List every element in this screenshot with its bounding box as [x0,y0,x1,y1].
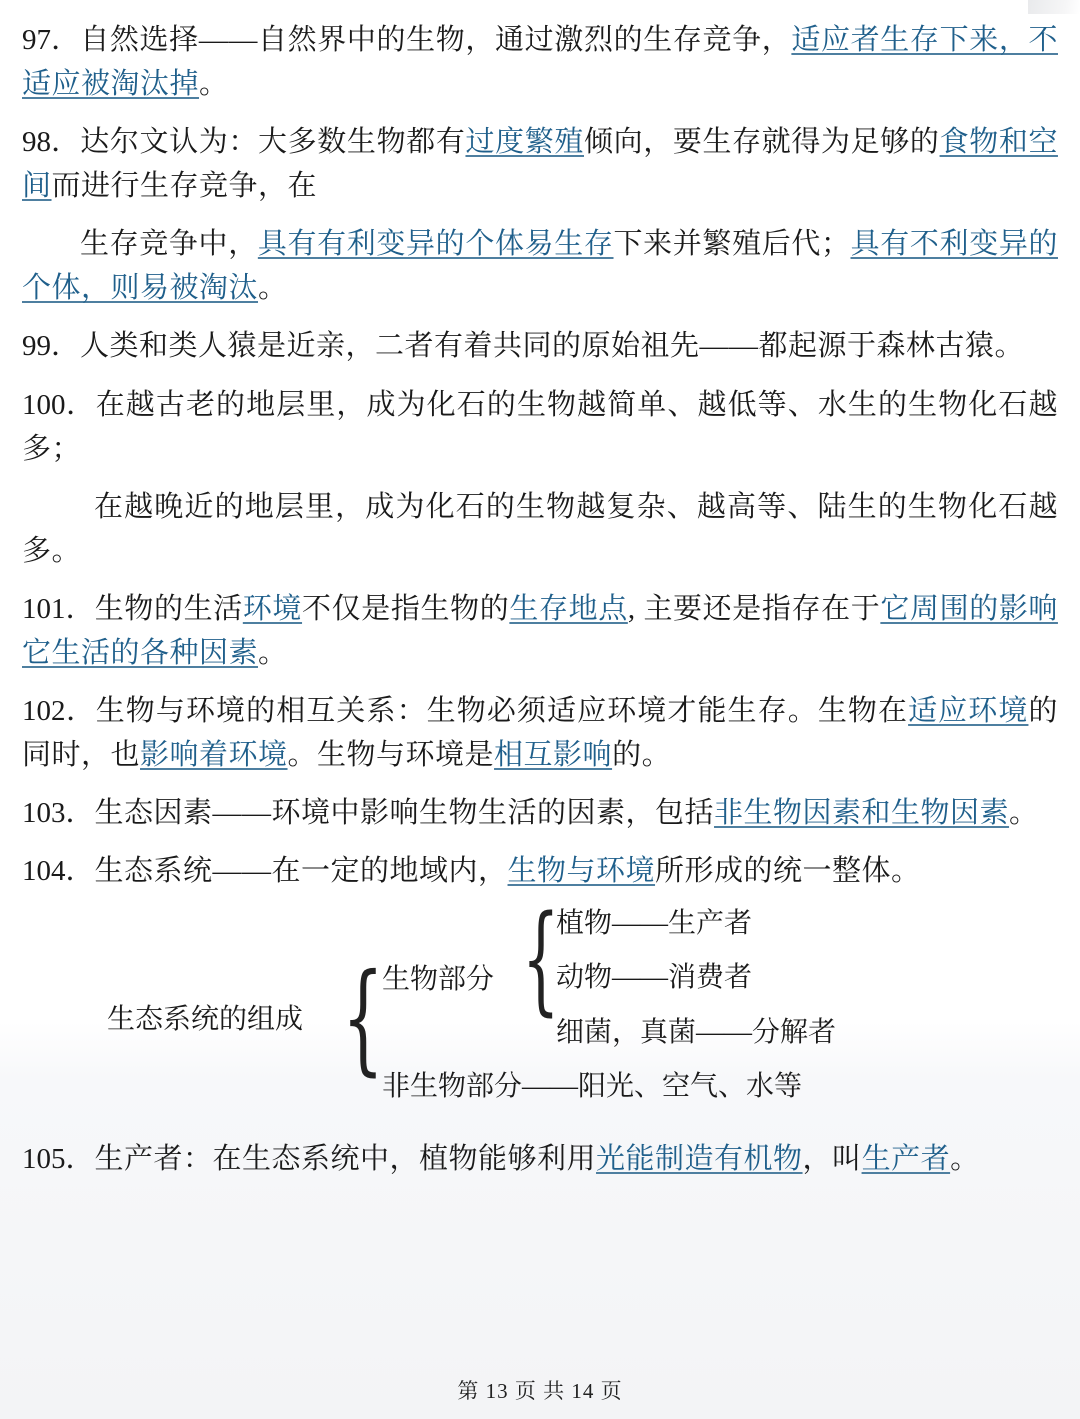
item-101-number: 101． [22,592,95,625]
item-98 [22,120,1058,208]
item-103-text-2: 。 [1009,797,1039,830]
item-102-text-0: 生物与环境的相互关系：生物必须适应环境才能生存。生物在 [95,695,909,728]
item-98-text-4: 而进行生存竞争，在 [51,170,318,203]
item-100-text-0: 在越古老的地层里，成为化石的生物越简单、越低等、水生的生物化石越多； [22,388,1058,465]
item-97 [22,18,1058,106]
document-body [22,18,1058,893]
page-corner-fold [1028,0,1080,14]
item-103 [22,791,1058,835]
item-105-text-4: 。 [950,1143,980,1176]
item-103-number: 103． [22,797,95,830]
item-102-text-2: 的同时，也 [22,695,1058,772]
item-98b-text-0: 生存竞争中， [80,228,258,261]
item-105-highlight-1: 光能制造有机物 [596,1143,803,1176]
item-104-text-2: 所形成的统一整体。 [655,855,921,888]
diagram-bio-item-consumer: 动物——消费者 [556,962,753,994]
item-97-text-0: 自然选择——自然界中的生物，通过激烈的生存竞争， [80,24,792,56]
item-102-text-4: 。生物与环境是 [287,739,495,772]
item-101-text-6: 。 [258,636,288,669]
item-105-number: 105． [22,1143,95,1176]
item-104 [22,849,1058,893]
item-104-text-0: 生态系统——在一定的地域内， [94,855,508,888]
item-99-number: 99． [22,330,81,363]
item-105 [22,1137,1058,1181]
ecosystem-composition-diagram [22,889,1058,1135]
diagram-root-label: 生态系统的组成 [107,1004,304,1036]
diagram-brace-main: { [342,949,384,1089]
item-98-number: 98． [22,126,81,159]
item-98-text-2: 倾向，要生存就得为足够的 [584,126,940,159]
diagram-bio-item-producer: 植物——生产者 [556,908,753,940]
item-101-highlight-1: 环境 [242,592,303,625]
item-105-text-2: ，叫 [802,1143,862,1176]
item-102-highlight-3: 影响着环境 [140,739,288,772]
item-99 [22,324,1058,368]
item-102-highlight-1: 适应环境 [908,695,1029,728]
item-100-number: 100． [22,388,96,421]
item-102-text-6: 的。 [612,739,672,772]
item-104-number: 104． [22,855,95,888]
item-100b [22,485,1058,573]
item-97-text-2: 。 [199,68,229,101]
item-98-highlight-1: 过度繁殖 [465,126,584,159]
item-105-container [22,1137,1058,1181]
item-98-text-0: 达尔文认为：大多数生物都有 [80,126,466,159]
diagram-branch-nonbio-label: 非生物部分——阳光、空气、水等 [382,1071,803,1103]
item-101-text-4: , 主要还是指存在于 [627,592,881,625]
diagram-branch-bio-label: 生物部分 [382,964,495,996]
item-105-highlight-3: 生产者 [861,1143,951,1176]
item-101-highlight-5: 它周围的影响它生活的各种因素 [22,592,1058,669]
item-103-text-0: 生态因素——环境中影响生物生活的因素，包括 [94,797,715,830]
diagram-bio-item-decomposer: 细菌，真菌——分解者 [556,1017,837,1049]
item-102-highlight-5: 相互影响 [494,739,613,772]
item-98b-highlight-3: 具有不利变异的个体，则易被淘汰 [22,228,1058,305]
item-101 [22,587,1058,675]
item-98b-text-2: 下来并繁殖后代； [613,228,851,261]
item-100 [22,383,1058,471]
item-103-highlight-1: 非生物因素和生物因素 [714,797,1010,830]
item-102-number: 102． [22,695,96,728]
item-100b-text-0: 在越晚近的地层里，成为化石的生物越复杂、越高等、陆生的生物化石越多。 [22,490,1058,567]
item-98b [22,222,1058,310]
page-footer: 第 13 页 共 14 页 [457,1379,623,1403]
item-98b-highlight-1: 具有有利变异的个体易生存 [257,228,614,261]
item-97-number: 97． [22,24,81,56]
item-99-text-0: 人类和类人猿是近亲，二者有着共同的原始祖先——都起源于森林古猿。 [80,330,1025,363]
item-101-text-2: 不仅是指生物的 [302,592,510,625]
item-98-highlight-3: 食物和空间 [22,126,1058,203]
item-102 [22,689,1058,777]
item-101-text-0: 生物的生活 [94,592,243,625]
item-104-highlight-1: 生物与环境 [507,855,656,888]
item-105-text-0: 生产者：在生态系统中，植物能够利用 [94,1143,597,1176]
item-98b-text-4: 。 [258,272,288,305]
diagram-brace-sub: { [522,889,560,1028]
item-97-highlight-1: 适应者生存下来，不适应被淘汰掉 [22,24,1058,101]
item-101-highlight-3: 生存地点 [509,592,628,625]
